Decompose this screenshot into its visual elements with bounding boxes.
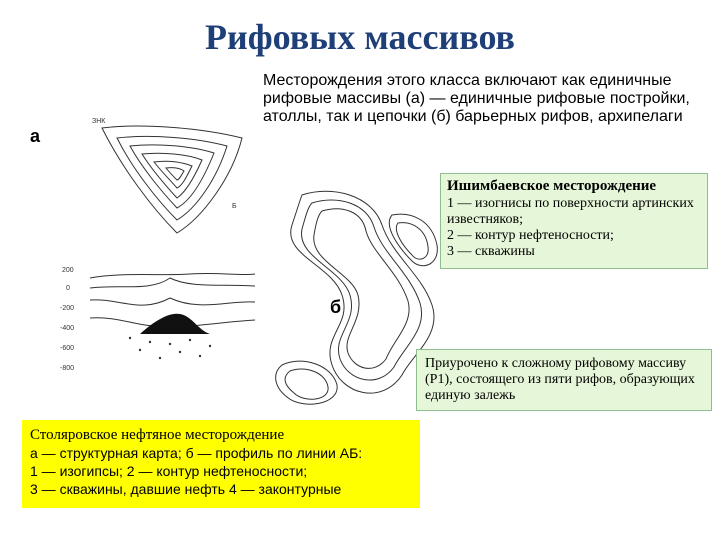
ishimbay-line: 3 — скважины	[447, 244, 535, 259]
profile-section	[60, 258, 260, 378]
depth-label: -800	[60, 365, 75, 372]
svg-text:ЗНК: ЗНК	[92, 118, 106, 125]
stolyarov-line: 1 — изогипсы; 2 — контур нефтеносности;	[30, 463, 308, 479]
depth-label: 200	[62, 267, 74, 274]
page-title: Рифовых массивов	[204, 17, 515, 57]
label-a: а	[30, 126, 41, 146]
svg-text:Б: Б	[232, 203, 237, 210]
depth-label: 0	[66, 285, 70, 292]
ishimbay-legend	[440, 173, 708, 269]
depth-label: -400	[60, 325, 75, 332]
depth-label: -600	[60, 345, 75, 352]
label-b: б	[330, 297, 342, 317]
stolyarov-legend	[22, 420, 420, 508]
ishimbay-line: 2 — контур нефтеносности;	[447, 228, 614, 243]
depth-label: -200	[60, 305, 75, 312]
intro-text: Месторождения этого класса включают как единичные рифовые массивы (а) — единичные рифовые постройки, атоллы, так и цепочки (б) барьерных рифов, архипелаги	[263, 72, 690, 125]
ishimbay-heading: Ишимбаевское месторождение	[447, 178, 657, 194]
stolyarov-line: 3 — скважины, давшие нефть 4 — законтурные	[30, 481, 342, 497]
stolyarov-line: а — структурная карта; б — профиль по линии АБ:	[30, 445, 363, 461]
attached-note: Приурочено к сложному рифовому массиву (Р1), состоящего из пяти рифов, образующих единую залежь	[416, 349, 712, 411]
structural-map	[82, 108, 262, 248]
ishimbay-line: 1 — изогнисы по поверхности артинских известняков;	[447, 196, 694, 227]
stolyarov-heading: Столяровское нефтяное месторождение	[30, 427, 285, 443]
